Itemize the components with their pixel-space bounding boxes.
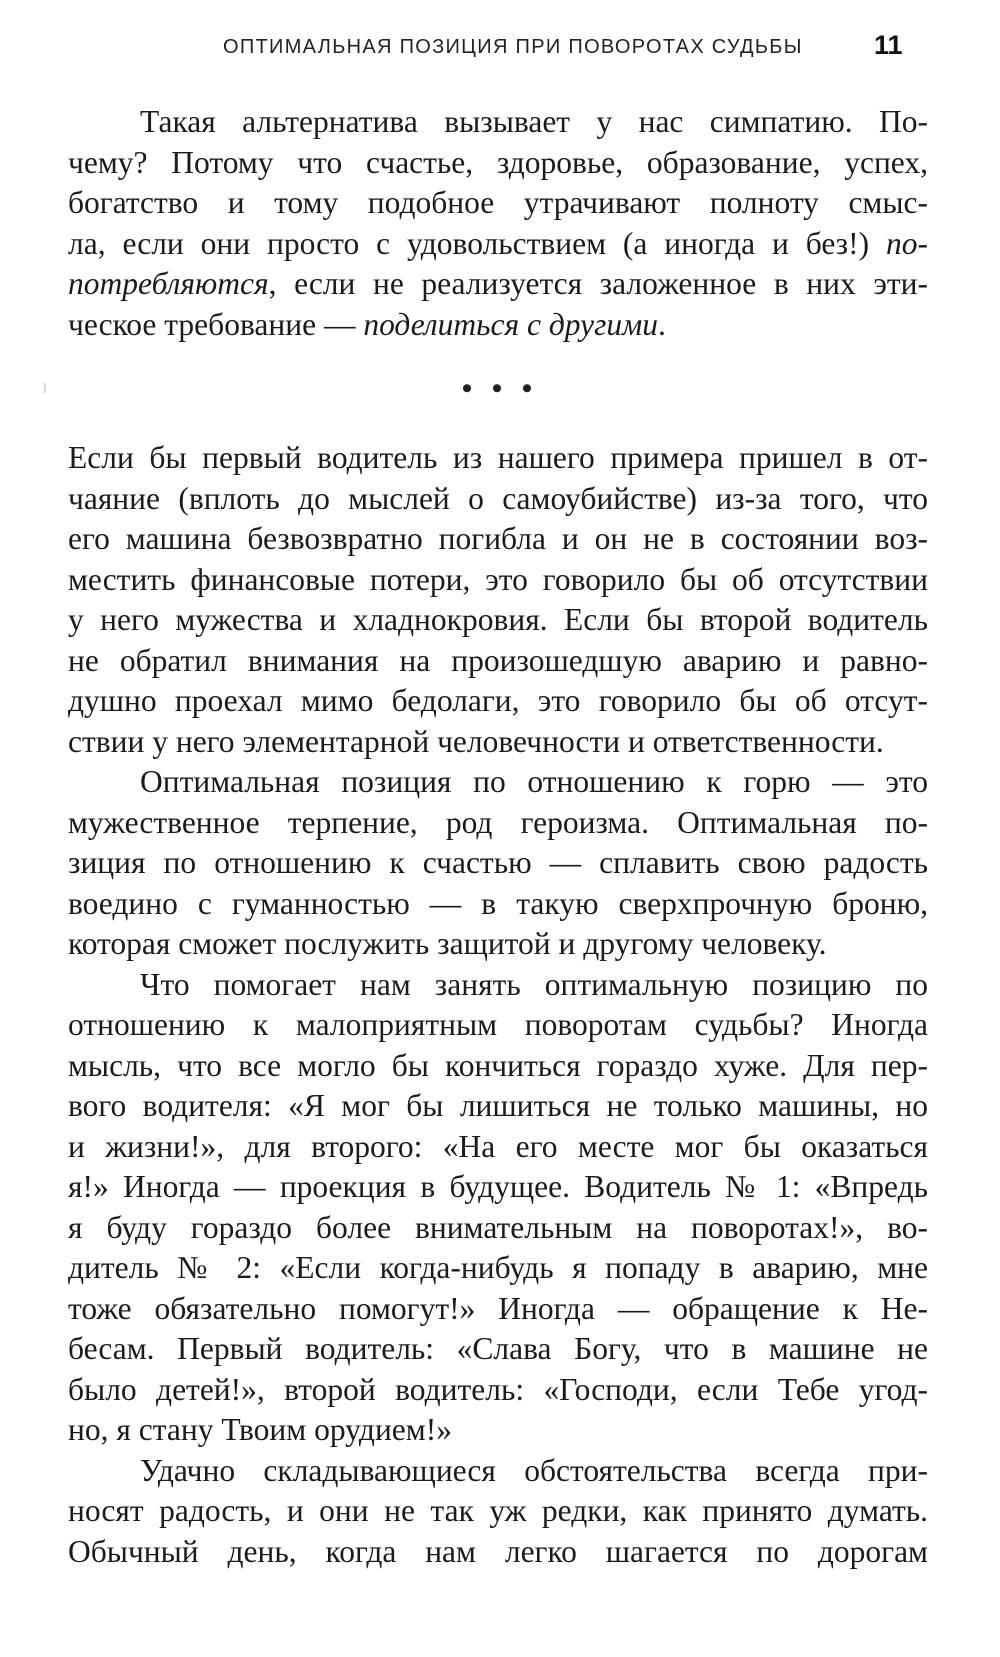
page-number: 11 xyxy=(874,30,903,60)
text-line: бесам. Первый водитель: «Слава Богу, что в машине не xyxy=(68,1331,928,1366)
text-line: вого водителя: «Я мог бы лишиться не только машины, но xyxy=(68,1088,928,1123)
text-line: тоже обязательно помогут!» Иногда — обращение к Не- xyxy=(68,1290,928,1326)
running-title: ОПТИМАЛЬНАЯ ПОЗИЦИЯ ПРИ ПОВОРОТАХ СУДЬБЫ xyxy=(223,36,803,58)
text-line: ствии у него элементарной человечности и ответственности. xyxy=(68,723,884,759)
text-line: Если бы первый водитель из нашего примера пришел в от- xyxy=(68,440,928,475)
text-line: и жизни!», для второго: «На его месте мог бы оказаться xyxy=(68,1128,928,1164)
text-line: но, я стану Твоим орудием!» xyxy=(68,1412,452,1447)
text-line: дитель № 2: «Если когда-нибудь я попаду в аварию, мне xyxy=(68,1250,928,1285)
text-line: Что помогает нам занять оптимальную позицию по xyxy=(140,966,928,1002)
text-line: я!» Иногда — проекция в будущее. Водитель № 1: «Впредь xyxy=(68,1169,928,1204)
text-line: потребляются, если не реализуется заложенное в них эти- xyxy=(68,266,928,301)
text-line: богатство и тому подобное утрачивают полноту смыс- xyxy=(68,185,928,220)
text-line: носят радость, и они не так уж редки, как принято думать. xyxy=(68,1493,928,1528)
text-line: у него мужества и хладнокровия. Если бы второй водитель xyxy=(68,602,928,637)
paragraph-drivers xyxy=(68,438,928,1572)
text-line: я буду гораздо более внимательным на поворотах!», во- xyxy=(68,1209,928,1245)
text-line: чаяние (вплоть до мыслей о самоубийстве) из-за того, что xyxy=(68,480,928,516)
text-line: отношению к малоприятным поворотам судьбы? Иногда xyxy=(68,1007,928,1042)
text-line: Оптимальная позиция по отношению к горю — это xyxy=(140,764,928,799)
text-line: было детей!», второй водитель: «Господи, если Тебе угод- xyxy=(68,1371,928,1407)
text-line: Такая альтернатива вызывает у нас симпатию. По- xyxy=(140,104,928,139)
text-line: Удачно складывающиеся обстоятельства всегда при- xyxy=(140,1452,928,1488)
paragraph-alternative xyxy=(68,102,928,345)
text-line: мужественное терпение, род героизма. Оптимальная по- xyxy=(68,804,928,840)
text-line: душно проехал мимо бедолаги, это говорило бы об отсут- xyxy=(68,683,928,718)
text-line: которая сможет послужить защитой и другому человеку. xyxy=(68,926,827,961)
text-line: местить финансовые потери, это говорило бы об отсутствии xyxy=(68,561,928,597)
text-line: не обратил внимания на произошедшую аварию и равно- xyxy=(68,642,928,678)
text-line: воедино с гуманностью — в такую сверхпрочную броню, xyxy=(68,885,928,921)
section-separator: • • • xyxy=(461,372,539,405)
italic-fragment: по- xyxy=(886,225,928,261)
text-line: его машина безвозвратно погибла и он не в состоянии воз- xyxy=(68,521,928,556)
text-line: ческое требование — поделиться с другими. xyxy=(68,306,666,342)
italic-fragment: потребляются xyxy=(68,266,269,301)
text-line: ла, если они просто с удовольствием (а иногда и без!) по- xyxy=(68,225,928,261)
text-line: мысль, что все могло бы кончиться гораздо хуже. Для пер- xyxy=(68,1047,928,1083)
text-line: чему? Потому что счастье, здоровье, образование, успех, xyxy=(68,144,928,180)
text-line: зиция по отношению к счастью — сплавить свою радость xyxy=(68,845,928,880)
italic-fragment: поделиться с другими xyxy=(363,306,658,342)
running-head xyxy=(68,30,928,70)
text-line: Обычный день, когда нам легко шагается по дорогам xyxy=(68,1533,928,1569)
